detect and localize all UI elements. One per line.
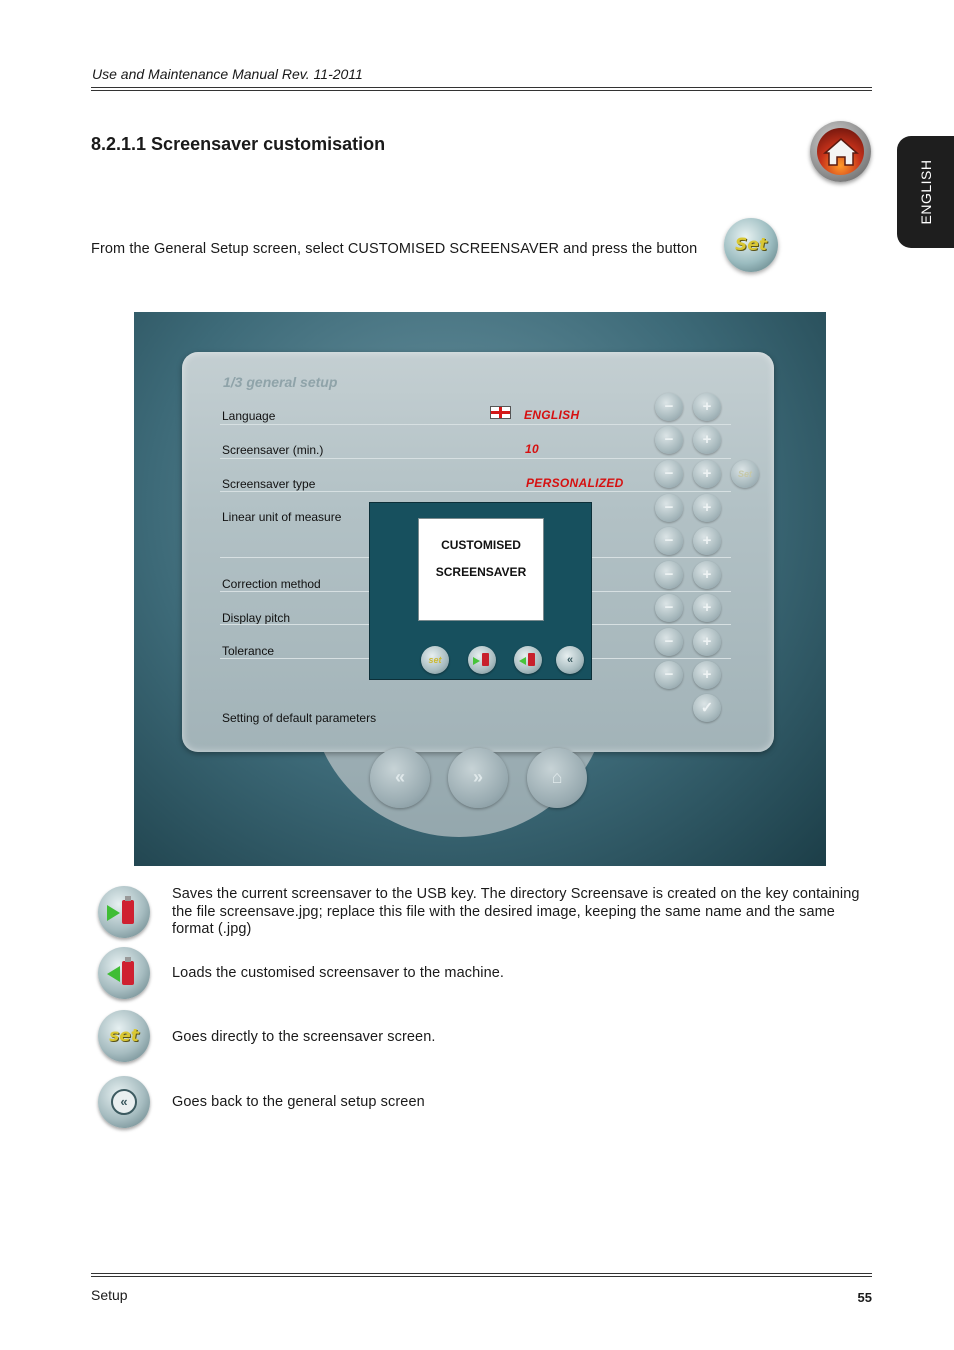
row-label-screensaver-type: Screensaver type: [222, 477, 316, 491]
minus-button[interactable]: [655, 661, 683, 689]
row-label-screensaver-min: Screensaver (min.): [222, 443, 324, 457]
minus-button[interactable]: [655, 426, 683, 454]
dialog-line-2: SCREENSAVER: [435, 565, 527, 579]
minus-icon: −: [664, 633, 674, 651]
plus-button[interactable]: [693, 527, 721, 555]
arrow-right-icon: [107, 905, 120, 921]
plus-button[interactable]: [693, 628, 721, 656]
england-flag-icon: [490, 406, 511, 419]
minus-icon: −: [664, 666, 674, 684]
plus-button[interactable]: [693, 426, 721, 454]
plus-icon: +: [702, 431, 712, 449]
row-label-display-pitch: Display pitch: [222, 611, 291, 625]
plus-button[interactable]: [693, 661, 721, 689]
home-icon: ⌂: [551, 767, 563, 788]
checkmark-icon: ✓: [700, 699, 714, 717]
next-icon: »: [472, 767, 483, 788]
home-house-icon: [821, 131, 861, 171]
minus-icon: −: [664, 566, 674, 584]
plus-button[interactable]: [693, 494, 721, 522]
minus-button[interactable]: [655, 594, 683, 622]
row-set-label: Set: [737, 468, 752, 479]
minus-button[interactable]: [655, 460, 683, 488]
row-set-button[interactable]: [731, 460, 759, 488]
prev-icon: «: [394, 767, 405, 788]
back-icon: [98, 1076, 150, 1128]
plus-icon: +: [702, 398, 712, 416]
screensaver-preview: [418, 518, 544, 621]
plus-icon: +: [702, 499, 712, 517]
minus-button[interactable]: [655, 527, 683, 555]
set-icon-label: set: [109, 1026, 139, 1046]
dialog-usb-load-button[interactable]: [514, 646, 542, 674]
usb-key-icon: [122, 961, 134, 985]
row-label-correction-method: Correction method: [222, 577, 321, 591]
dialog-set-label: set: [428, 655, 442, 665]
dialog-set-button[interactable]: [421, 646, 449, 674]
screen-title: 1/3 general setup: [223, 374, 338, 390]
row-value-screensaver-type[interactable]: PERSONALIZED: [526, 476, 624, 490]
language-tab-label: ENGLISH: [917, 159, 934, 225]
row-divider: [220, 491, 731, 492]
usb-key-icon: [528, 653, 535, 666]
dialog-line-1: CUSTOMISED: [441, 538, 521, 552]
minus-button[interactable]: [655, 494, 683, 522]
row-value-screensaver-min[interactable]: 10: [525, 442, 539, 456]
usb-key-icon: [122, 900, 134, 924]
set-button[interactable]: [724, 218, 778, 272]
set-button-label: Set: [735, 235, 767, 255]
plus-icon: +: [702, 566, 712, 584]
arrow-right-icon: [473, 657, 480, 665]
home-button[interactable]: [810, 121, 871, 182]
set-icon: [98, 1010, 150, 1062]
plus-icon: +: [702, 532, 712, 550]
minus-icon: −: [664, 398, 674, 416]
plus-button[interactable]: [693, 393, 721, 421]
next-page-button[interactable]: [448, 748, 508, 808]
page-number: 55: [857, 1290, 872, 1305]
minus-button[interactable]: [655, 628, 683, 656]
minus-icon: −: [664, 599, 674, 617]
legend-text-back: Goes back to the general setup screen: [172, 1094, 425, 1110]
plus-button[interactable]: [693, 460, 721, 488]
home-nav-button[interactable]: [527, 748, 587, 808]
header-rule-double: [91, 90, 872, 91]
back-icon: «: [566, 654, 574, 666]
section-heading: 8.2.1.1 Screensaver customisation: [91, 134, 386, 154]
minus-icon: −: [664, 465, 674, 483]
back-circle: [111, 1089, 137, 1115]
plus-icon: +: [702, 599, 712, 617]
plus-icon: +: [702, 633, 712, 651]
minus-icon: −: [664, 532, 674, 550]
minus-icon: −: [664, 431, 674, 449]
row-label-default-parameters: Setting of default parameters: [222, 711, 377, 725]
arrow-left-icon: [107, 966, 120, 982]
row-divider: [220, 458, 731, 459]
minus-button[interactable]: [655, 561, 683, 589]
row-value-language[interactable]: ENGLISH: [524, 408, 580, 422]
plus-icon: +: [702, 465, 712, 483]
back-arrow-icon: «: [120, 1093, 128, 1109]
header-rule: [91, 87, 872, 88]
usb-save-icon: [98, 886, 150, 938]
footer-section: Setup: [91, 1287, 128, 1303]
legend-text-set: Goes directly to the screensaver screen.: [172, 1029, 436, 1045]
minus-icon: −: [664, 499, 674, 517]
plus-button[interactable]: [693, 561, 721, 589]
usb-load-icon: [98, 947, 150, 999]
usb-key-icon: [482, 653, 489, 666]
running-header: Use and Maintenance Manual Rev. 11-2011: [92, 66, 363, 82]
row-label-linear-unit: Linear unit of measure: [222, 510, 342, 524]
row-label-language: Language: [222, 409, 276, 423]
language-tab[interactable]: [897, 136, 954, 248]
footer-rule: [91, 1273, 872, 1274]
footer-rule-double: [91, 1276, 872, 1277]
intro-paragraph: From the General Setup screen, select CUSTOMISED SCREENSAVER and press the button: [91, 241, 698, 257]
legend-text-usb-save: Saves the current screensaver to the USB key. The directory Screensave is created on the key containing the file screensave.jpg; replace this file with the desired image, keeping the same name and the same format (.jpg): [172, 886, 860, 937]
legend-text-usb-load: Loads the customised screensaver to the machine.: [172, 965, 505, 981]
setup-screenshot: [134, 312, 826, 866]
confirm-button[interactable]: [693, 694, 721, 722]
row-label-tolerance: Tolerance: [222, 644, 275, 658]
dialog-back-button[interactable]: [556, 646, 584, 674]
arrow-left-icon: [519, 657, 526, 665]
row-divider: [220, 424, 731, 425]
plus-button[interactable]: [693, 594, 721, 622]
plus-icon: +: [702, 666, 712, 684]
minus-button[interactable]: [655, 393, 683, 421]
dialog-usb-save-button[interactable]: [468, 646, 496, 674]
prev-page-button[interactable]: [370, 748, 430, 808]
